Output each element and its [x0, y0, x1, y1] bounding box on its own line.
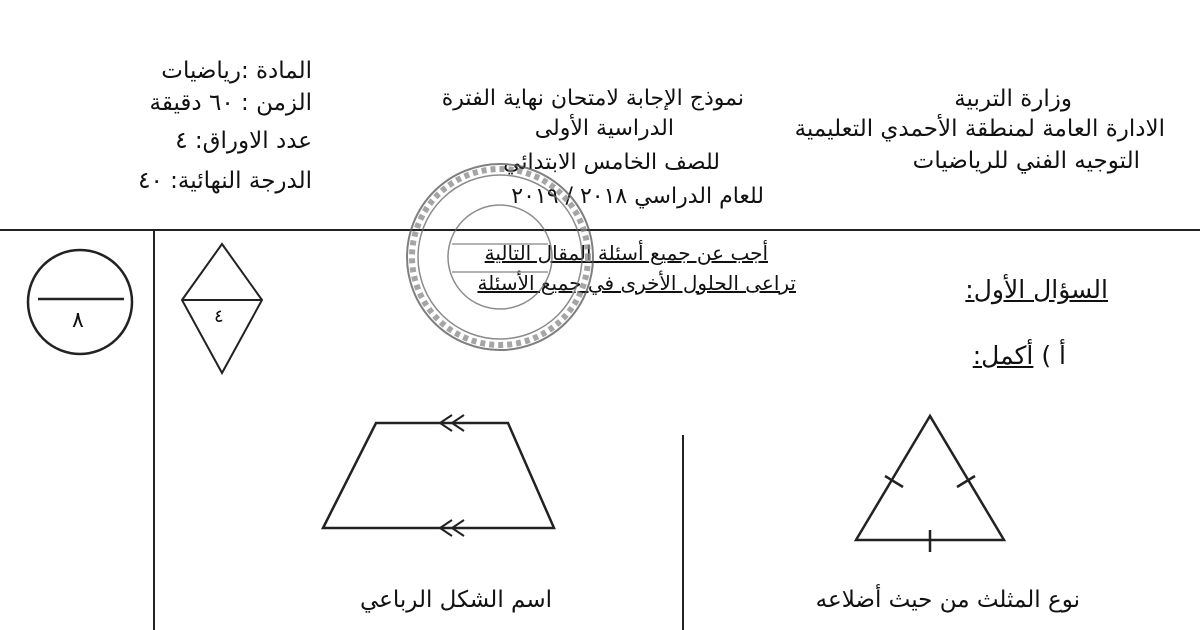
score-diamond-value: ٤	[214, 306, 224, 327]
instruction-2: تراعى الحلول الأخرى في جميع الأسئلة	[477, 271, 796, 295]
subject-label: المادة :رياضيات	[161, 58, 312, 84]
official-stamp	[407, 164, 593, 350]
total-grade-label: الدرجة النهائية: ٤٠	[138, 168, 312, 194]
exam-line-2: الدراسية الأولى	[534, 116, 674, 141]
score-circle	[28, 250, 132, 354]
part-a-letter: أ )	[1041, 341, 1066, 370]
pages-label: عدد الاوراق: ٤	[175, 128, 312, 154]
time-label: الزمن : ٦٠ دقيقة	[149, 90, 312, 116]
part-a-word: أكمل:	[972, 341, 1034, 370]
exam-line-1: نموذج الإجابة لامتحان نهاية الفترة	[441, 86, 744, 111]
trapezoid-caption: اسم الشكل الرباعي	[359, 587, 552, 613]
instruction-1: أجب عن جميع أسئلة المقال التالية	[484, 241, 768, 265]
ministry-line-1: وزارة التربية	[954, 86, 1072, 112]
ministry-line-2: الادارة العامة لمنطقة الأحمدي التعليمية	[794, 116, 1165, 142]
trapezoid-figure	[323, 415, 554, 536]
exam-line-4: للعام الدراسي ٢٠١٨ / ٢٠١٩	[511, 184, 764, 209]
exam-line-3: للصف الخامس الابتدائي	[503, 150, 720, 175]
ministry-line-3: التوجيه الفني للرياضيات	[912, 148, 1140, 174]
question-title: السؤال الأول:	[965, 275, 1108, 304]
score-circle-value: ٨	[72, 308, 84, 333]
equilateral-triangle-figure	[856, 416, 1004, 552]
triangle-caption: نوع المثلث من حيث أضلاعه	[815, 587, 1080, 613]
